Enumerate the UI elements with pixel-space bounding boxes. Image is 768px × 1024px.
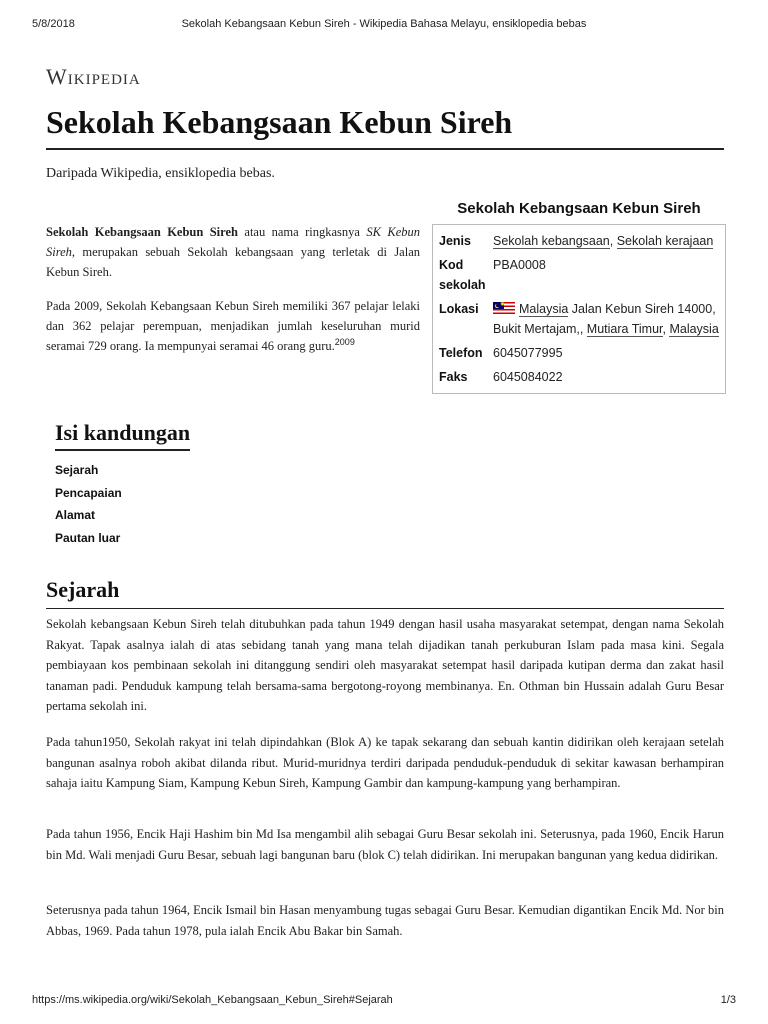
- short-name: SK Kebun Sireh: [46, 225, 420, 259]
- lead-text: atau nama ringkasnya: [237, 225, 367, 239]
- article-subject: Sekolah Kebangsaan Kebun Sireh: [46, 225, 238, 239]
- toc-item-alamat[interactable]: Alamat: [55, 508, 96, 522]
- malaysia-flag-icon: ✹: [493, 302, 515, 314]
- print-url: https://ms.wikipedia.org/wiki/Sekolah_Kebangsaan_Kebun_Sireh#Sejarah: [32, 994, 393, 1006]
- lead-paragraph-1: [46, 222, 420, 282]
- link-mutiara-timur[interactable]: Mutiara Timur: [586, 322, 663, 336]
- sejarah-paragraph: Pada tahun1950, Sekolah rakyat ini telah dipindahkan (Blok A) ke tapak sekarang dan sebuah kantin didirikan oleh kerajaan setelah bangunan asalnya roboh akibat dilanda ribut. Murid-muridnya terdiri daripada penduduk-penduduk di sekitar kawasan berhampiran sahaja iaitu Kampung Siam, Kampung Kebun Sireh, Kampung Gambir dan kampung-kampung yang berhampiran.: [46, 735, 724, 790]
- infobox-row-faks: [433, 365, 725, 389]
- separator: ,: [662, 322, 670, 336]
- toc-title: Isi kandungan: [55, 420, 190, 451]
- infobox-label: Kod sekolah: [439, 258, 486, 292]
- infobox-caption: Sekolah Kebangsaan Kebun Sireh: [457, 200, 701, 217]
- infobox-label: Jenis: [439, 234, 471, 248]
- print-footer: [32, 994, 736, 1008]
- sejarah-paragraph: Sekolah kebangsaan Kebun Sireh telah ditubuhkan pada tahun 1949 dengan hasil usaha masyarakat setempat, dengan nama Sekolah Rakyat. Tapak asalnya ialah di atas sebidang tanah yang mana telah dijadikan tanah perkuburan Islam pada masa kini. Segala pembiayaan kos pembinaan sekolah ini ditanggung sendiri oleh masyarakat setempat hasil daripada kutipan derma dan zakat hasil tanaman padi. Penduduk kampung telah bersama-sama bergotong-royong membinanya. En. Othman bin Hussain adalah Guru Besar pertama sekolah ini.: [46, 617, 724, 713]
- infobox-row-kod: [433, 253, 725, 297]
- infobox-value: [493, 299, 719, 339]
- table-of-contents: [55, 420, 190, 549]
- infobox-value: 6045084022: [493, 370, 563, 384]
- toc-item-pencapaian[interactable]: Pencapaian: [55, 485, 122, 500]
- infobox-value: 6045077995: [493, 346, 563, 360]
- print-header: [32, 18, 736, 32]
- infobox-label: Faks: [439, 370, 468, 384]
- site-tagline: Daripada Wikipedia, ensiklopedia bebas.: [46, 166, 275, 181]
- sejarah-paragraph: Pada tahun 1956, Encik Haji Hashim bin Md Isa mengambil alih sebagai Guru Besar sekolah ini. Seterusnya, pada 1960, Encik Harun bin Md. Wali menjadi Guru Besar, sebuah lagi bangunan baru (blok C) telah didirikan. Ini merupakan bangunan yang kedua didirikan.: [46, 827, 724, 862]
- infobox-row-telefon: [433, 341, 725, 365]
- lead-text: , merupakan sebuah Sekolah kebangsaan yang terletak di Jalan Kebun Sireh.: [46, 245, 420, 279]
- link-sekolah-kerajaan[interactable]: Sekolah kerajaan: [616, 234, 714, 248]
- section-heading-sejarah: Sejarah: [46, 576, 724, 609]
- infobox-label: Telefon: [439, 346, 483, 360]
- sejarah-paragraph: Seterusnya pada tahun 1964, Encik Ismail bin Hasan menyambung tugas sebagai Guru Besar. Kemudian digantikan Encik Md. Nor bin Abbas, 1969. Pada tahun 1978, pula ialah Encik Abu Bakar bin Samah.: [46, 903, 724, 938]
- infobox-value: PBA0008: [493, 258, 546, 272]
- location-text: Jalan Kebun Sireh 14000, Bukit Mertajam,,: [493, 302, 716, 336]
- wikipedia-wordmark[interactable]: Wikipedia: [46, 64, 141, 89]
- lead-text: Pada 2009, Sekolah Kebangsaan Kebun Sireh memiliki 367 pelajar lelaki dan 362 pelajar perempuan, menjadikan jumlah keseluruhan murid seramai 729 orang. Ia mempunyai seramai 46 orang guru.: [46, 299, 420, 353]
- infobox-row-jenis: [433, 229, 725, 253]
- link-malaysia-2[interactable]: Malaysia: [669, 322, 719, 336]
- print-page-number: 1/3: [720, 994, 736, 1006]
- page-title: Sekolah Kebangsaan Kebun Sireh: [46, 102, 724, 150]
- infobox-row-lokasi: [433, 297, 725, 341]
- toc-item-pautan-luar[interactable]: Pautan luar: [55, 530, 121, 545]
- link-malaysia[interactable]: Malaysia: [519, 302, 569, 316]
- print-document-title: Sekolah Kebangsaan Kebun Sireh - Wikipedia Bahasa Melayu, ensiklopedia bebas: [181, 18, 587, 30]
- separator: ,: [609, 234, 617, 248]
- toc-list: [55, 459, 190, 549]
- infobox-label: Lokasi: [439, 302, 479, 316]
- infobox: [432, 224, 726, 394]
- link-sekolah-kebangsaan[interactable]: Sekolah kebangsaan: [493, 234, 610, 248]
- print-date: 5/8/2018: [32, 18, 75, 30]
- toc-item-sejarah[interactable]: Sejarah: [55, 463, 99, 477]
- infobox-value: [493, 231, 719, 251]
- reference-superscript[interactable]: 2009: [334, 336, 355, 347]
- lead-paragraph-2: [46, 296, 420, 356]
